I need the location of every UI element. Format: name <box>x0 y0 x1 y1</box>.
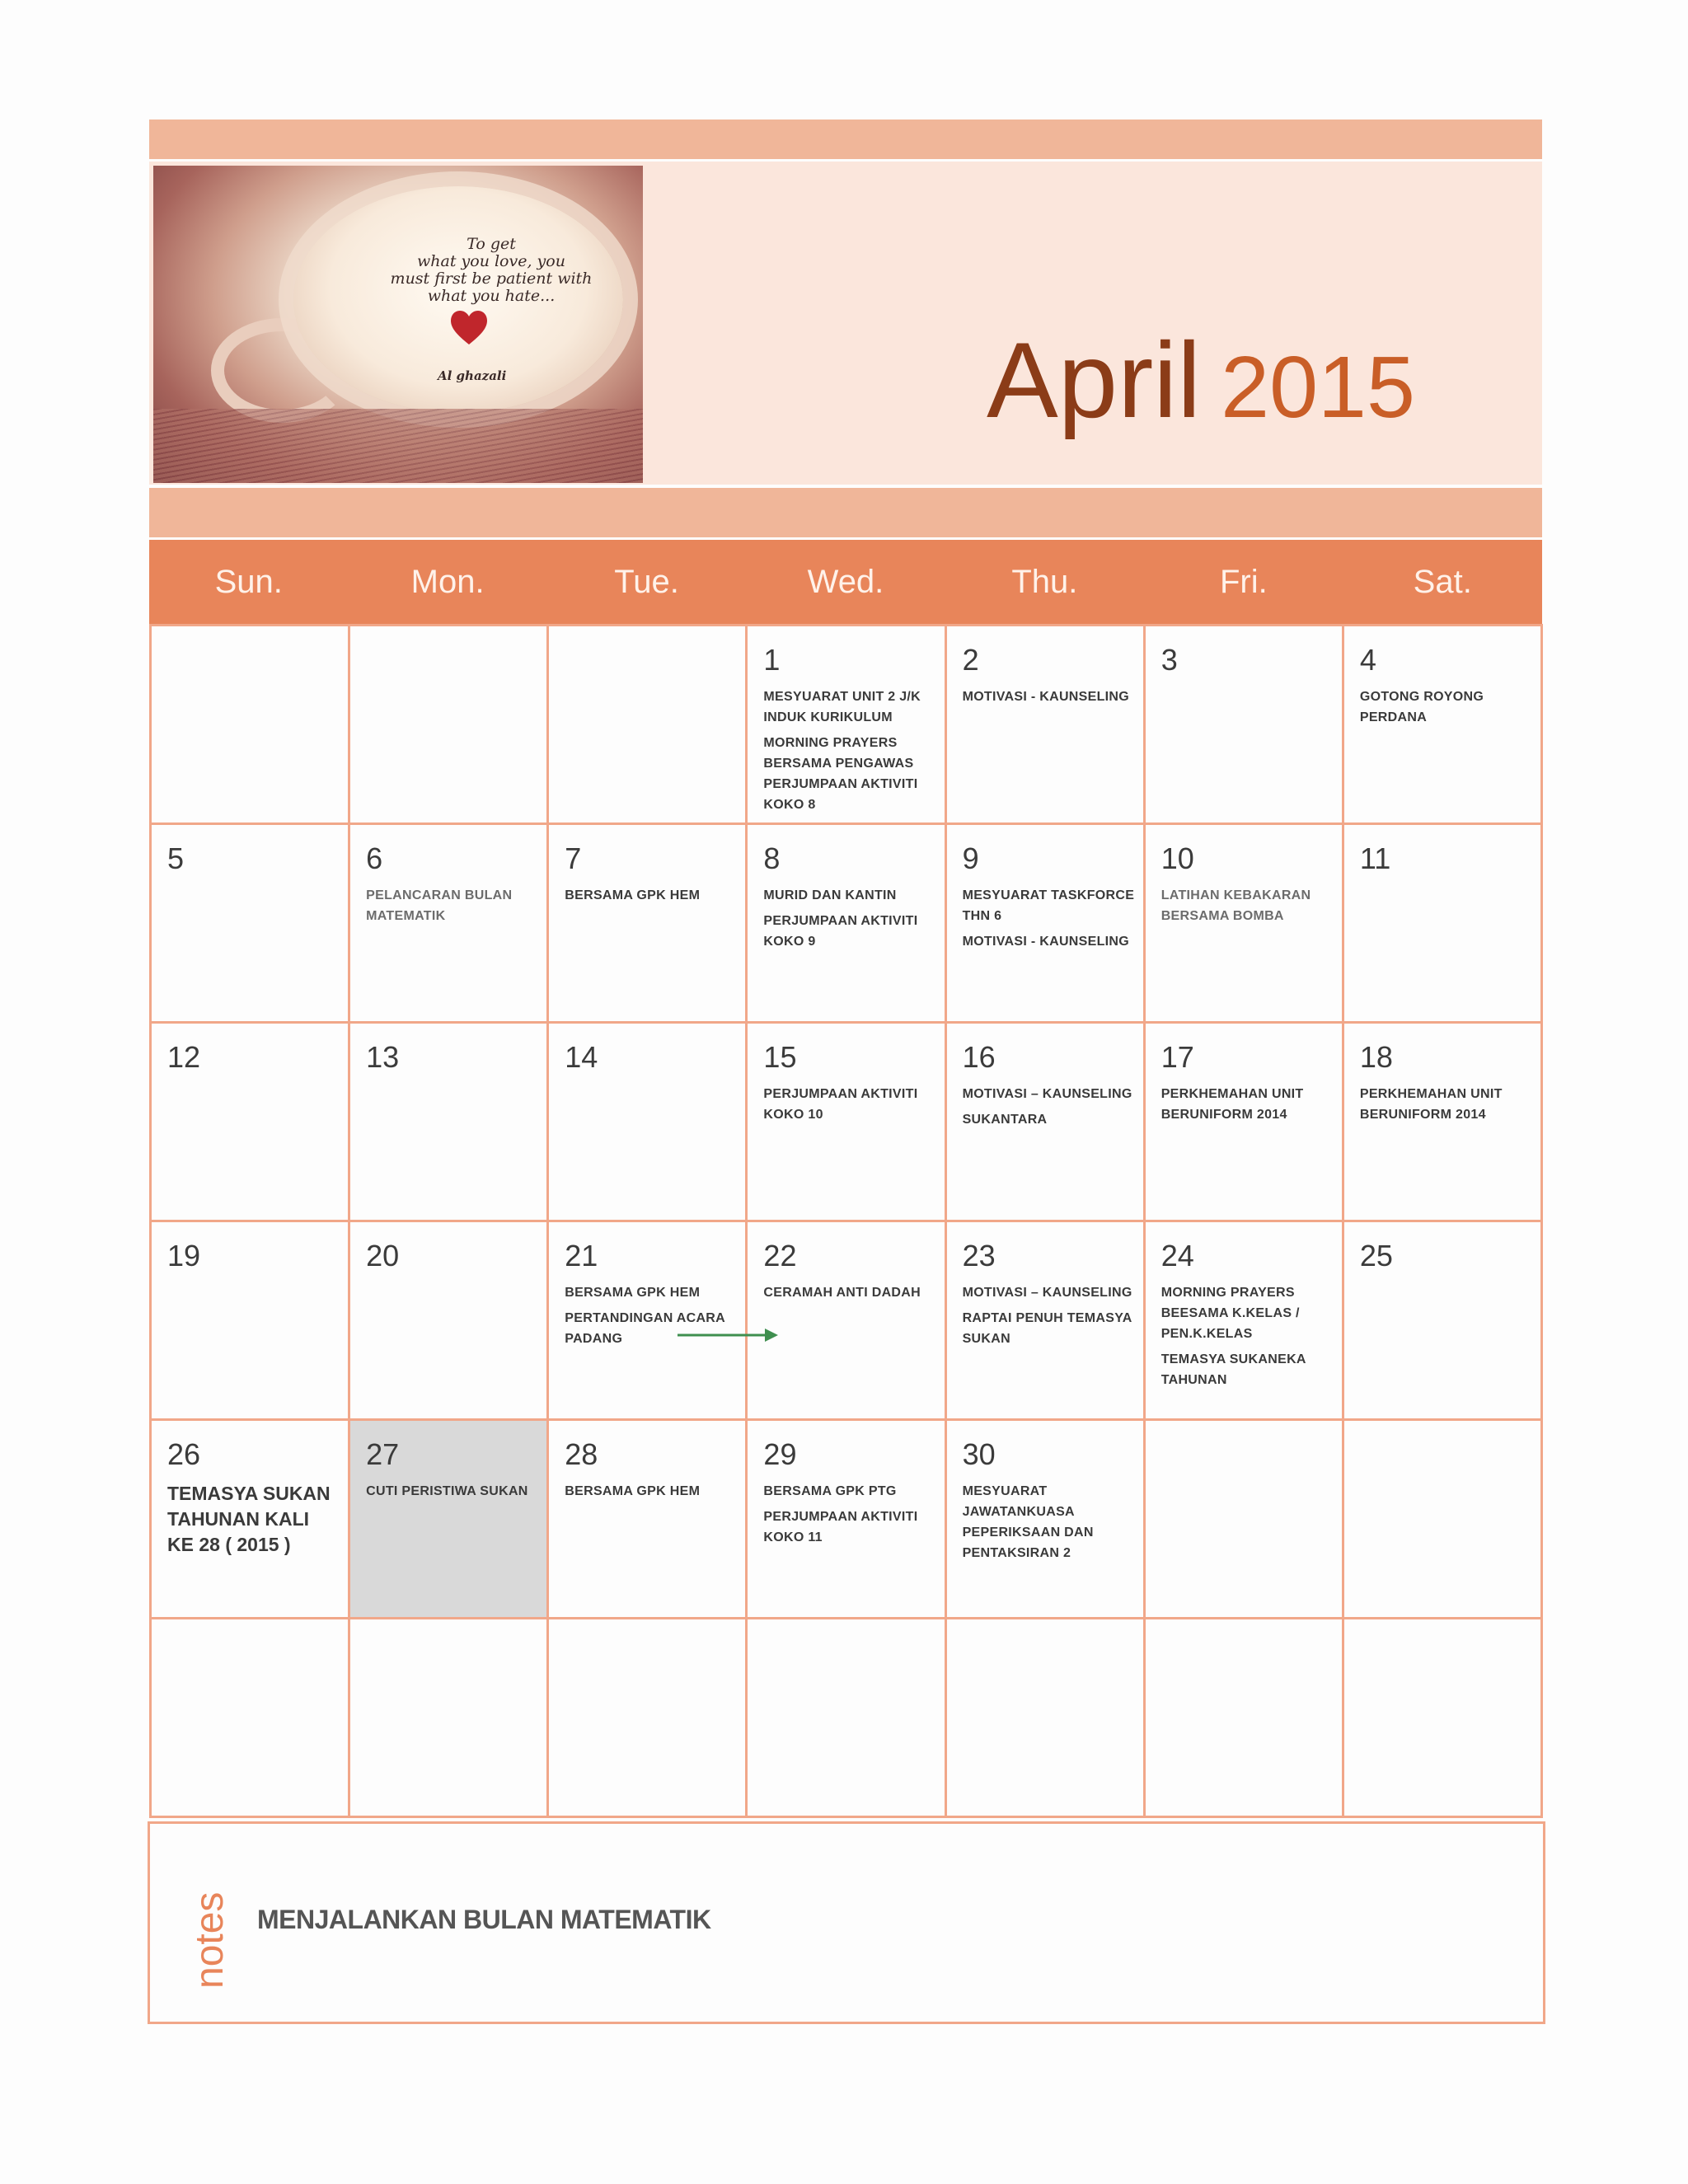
empty-day-cell[interactable] <box>350 626 549 825</box>
day-number: 6 <box>366 841 383 875</box>
day-events <box>565 885 737 911</box>
day-cell-16[interactable] <box>947 1024 1146 1222</box>
day-number: 14 <box>565 1040 598 1074</box>
day-cell-17[interactable] <box>1146 1024 1344 1222</box>
day-events <box>565 1481 737 1507</box>
day-number: 2 <box>962 643 979 677</box>
empty-day-cell[interactable] <box>947 1619 1146 1818</box>
day-cell-2[interactable] <box>947 626 1146 825</box>
weekday-wed: Wed. <box>807 564 884 600</box>
year: 2015 <box>1221 339 1415 436</box>
day-number: 22 <box>763 1239 797 1272</box>
day-events <box>366 885 538 931</box>
event-item: LATIHAN KEBAKARAN BERSAMA BOMBA <box>1160 888 1311 923</box>
day-cell-6[interactable] <box>350 825 549 1024</box>
day-number: 23 <box>962 1239 996 1272</box>
event-item: MORNING PRAYERS BEESAMA K.KELAS / PEN.K.KELAS <box>1160 1286 1300 1341</box>
day-events <box>963 885 1135 957</box>
month-name: April <box>987 320 1202 440</box>
day-cell-20[interactable] <box>350 1222 549 1421</box>
day-cell-5[interactable] <box>152 825 350 1024</box>
day-number: 29 <box>763 1437 797 1471</box>
top-band <box>149 120 1542 159</box>
book-pages <box>153 409 643 483</box>
event-item: PERKHEMAHAN UNIT BERUNIFORM 2014 <box>1359 1087 1503 1122</box>
day-number: 18 <box>1359 1040 1393 1074</box>
day-number: 4 <box>1359 643 1376 677</box>
event-item: PERJUMPAAN AKTIVITI KOKO 9 <box>763 914 918 949</box>
event-item: MURID DAN KANTIN <box>763 888 897 902</box>
empty-day-cell[interactable] <box>152 626 350 825</box>
event-item: PERJUMPAAN AKTIVITI KOKO 11 <box>763 1510 918 1544</box>
event-item: PELANCARAN BULAN MATEMATIK <box>366 888 513 923</box>
event-item: BERSAMA GPK PTG <box>763 1484 897 1498</box>
calendar-grid <box>149 624 1543 1818</box>
empty-day-cell[interactable] <box>549 1619 748 1818</box>
day-events <box>1161 1084 1334 1130</box>
day-cell-9[interactable] <box>947 825 1146 1024</box>
day-number: 13 <box>366 1040 400 1074</box>
day-number: 27 <box>366 1437 400 1471</box>
day-cell-22[interactable] <box>748 1222 946 1421</box>
day-number: 21 <box>565 1239 598 1272</box>
day-events <box>763 1282 935 1308</box>
event-item: MOTIVASI - KAUNSELING <box>962 690 1130 704</box>
day-events <box>963 1084 1135 1135</box>
weekday-fri: Fri. <box>1219 564 1268 600</box>
day-events <box>1161 885 1334 931</box>
day-events <box>963 687 1135 712</box>
day-number: 30 <box>962 1437 996 1471</box>
header-photo <box>153 166 643 483</box>
day-events <box>1360 687 1532 733</box>
day-number: 19 <box>167 1239 201 1272</box>
empty-day-cell[interactable] <box>1344 1619 1543 1818</box>
day-cell-8[interactable] <box>748 825 946 1024</box>
day-number: 10 <box>1160 841 1194 875</box>
empty-day-cell[interactable] <box>350 1619 549 1818</box>
empty-day-cell[interactable] <box>1146 1619 1344 1818</box>
day-cell-18[interactable] <box>1344 1024 1543 1222</box>
day-events <box>763 1084 935 1130</box>
day-cell-21[interactable] <box>549 1222 748 1421</box>
photo-author: Al ghazali <box>438 368 507 383</box>
day-number: 3 <box>1160 643 1178 677</box>
empty-day-cell[interactable] <box>1344 1421 1543 1619</box>
day-events <box>763 687 935 820</box>
day-number: 7 <box>565 841 582 875</box>
event-item: MOTIVASI – KAUNSELING <box>962 1087 1132 1101</box>
day-events <box>963 1282 1135 1354</box>
notes-box <box>148 1821 1545 2024</box>
weekday-mon: Mon. <box>410 564 485 600</box>
day-cell-24[interactable] <box>1146 1222 1344 1421</box>
arrow-icon <box>678 1325 781 1345</box>
day-cell-7[interactable] <box>549 825 748 1024</box>
empty-day-cell[interactable] <box>1146 1421 1344 1619</box>
day-cell-4[interactable] <box>1344 626 1543 825</box>
event-item: MESYUARAT TASKFORCE THN 6 <box>962 888 1135 923</box>
day-events <box>366 1481 538 1507</box>
day-cell-27[interactable] <box>350 1421 549 1619</box>
day-cell-13[interactable] <box>350 1024 549 1222</box>
day-number: 9 <box>962 841 979 875</box>
event-item: MOTIVASI - KAUNSELING <box>962 935 1130 949</box>
photo-quote: To get what you love, you must first be patient with what you hate... <box>390 235 593 305</box>
event-item: CERAMAH ANTI DADAH <box>763 1286 921 1300</box>
day-events <box>763 1481 935 1553</box>
event-item: PERTANDINGAN ACARA PADANG <box>565 1311 725 1346</box>
event-item: PERKHEMAHAN UNIT BERUNIFORM 2014 <box>1160 1087 1304 1122</box>
day-number: 15 <box>763 1040 797 1074</box>
weekday-header <box>149 540 1542 625</box>
day-events <box>167 1481 340 1563</box>
weekday-thu: Thu. <box>1011 564 1078 600</box>
event-item: TEMASYA SUKAN TAHUNAN KALI KE 28 ( 2015 ) <box>167 1483 331 1555</box>
day-cell-15[interactable] <box>748 1024 946 1222</box>
day-cell-23[interactable] <box>947 1222 1146 1421</box>
event-item: CUTI PERISTIWA SUKAN <box>366 1484 528 1498</box>
event-item: MOTIVASI – KAUNSELING <box>962 1286 1132 1300</box>
day-cell-1[interactable] <box>748 626 946 825</box>
day-cell-14[interactable] <box>549 1024 748 1222</box>
day-number: 8 <box>763 841 781 875</box>
day-cell-10[interactable] <box>1146 825 1344 1024</box>
month-title <box>863 318 1539 442</box>
empty-day-cell[interactable] <box>152 1619 350 1818</box>
event-item: MORNING PRAYERS BERSAMA PENGAWAS PERJUMPAAN AKTIVITI KOKO 8 <box>763 736 918 812</box>
event-item: BERSAMA GPK HEM <box>565 888 701 902</box>
day-cell-3[interactable] <box>1146 626 1344 825</box>
day-number: 12 <box>167 1040 201 1074</box>
middle-band <box>149 488 1542 537</box>
weekday-sat: Sat. <box>1413 564 1472 600</box>
day-cell-30[interactable] <box>947 1421 1146 1619</box>
calendar-header <box>149 162 1542 485</box>
day-number: 25 <box>1359 1239 1393 1272</box>
event-item: PERJUMPAAN AKTIVITI KOKO 10 <box>763 1087 918 1122</box>
event-item: RAPTAI PENUH TEMASYA SUKAN <box>962 1311 1132 1346</box>
day-number: 24 <box>1160 1239 1194 1272</box>
event-item: BERSAMA GPK HEM <box>565 1286 701 1300</box>
event-item: MESYUARAT JAWATANKUASA PEPERIKSAAN DAN PENTAKSIRAN 2 <box>962 1484 1094 1560</box>
event-item: MESYUARAT UNIT 2 J/K INDUK KURIKULUM <box>763 690 921 724</box>
day-events <box>763 885 935 957</box>
day-number: 28 <box>565 1437 598 1471</box>
weekday-sun: Sun. <box>214 564 283 600</box>
notes-label: notes <box>188 1891 232 1989</box>
heart-icon <box>448 307 490 349</box>
day-number: 16 <box>962 1040 996 1074</box>
day-number: 1 <box>763 643 781 677</box>
event-item: SUKANTARA <box>962 1113 1048 1127</box>
weekday-tue: Tue. <box>614 564 679 600</box>
day-number: 26 <box>167 1437 201 1471</box>
day-cell-26[interactable] <box>152 1421 350 1619</box>
day-events <box>963 1481 1135 1568</box>
day-cell-28[interactable] <box>549 1421 748 1619</box>
notes-text: MENJALANKAN BULAN MATEMATIK <box>257 1905 711 1934</box>
day-number: 17 <box>1160 1040 1194 1074</box>
day-cell-19[interactable] <box>152 1222 350 1421</box>
day-number: 20 <box>366 1239 400 1272</box>
event-item: TEMASYA SUKANEKA TAHUNAN <box>1160 1352 1306 1387</box>
day-number: 5 <box>167 841 185 875</box>
empty-day-cell[interactable] <box>748 1619 946 1818</box>
empty-day-cell[interactable] <box>549 626 748 825</box>
day-cell-12[interactable] <box>152 1024 350 1222</box>
day-cell-25[interactable] <box>1344 1222 1543 1421</box>
day-cell-11[interactable] <box>1344 825 1543 1024</box>
event-item: BERSAMA GPK HEM <box>565 1484 701 1498</box>
event-item: GOTONG ROYONG PERDANA <box>1359 690 1484 724</box>
day-events <box>1360 1084 1532 1130</box>
day-events <box>1161 1282 1334 1395</box>
day-cell-29[interactable] <box>748 1421 946 1619</box>
day-number: 11 <box>1359 841 1391 875</box>
